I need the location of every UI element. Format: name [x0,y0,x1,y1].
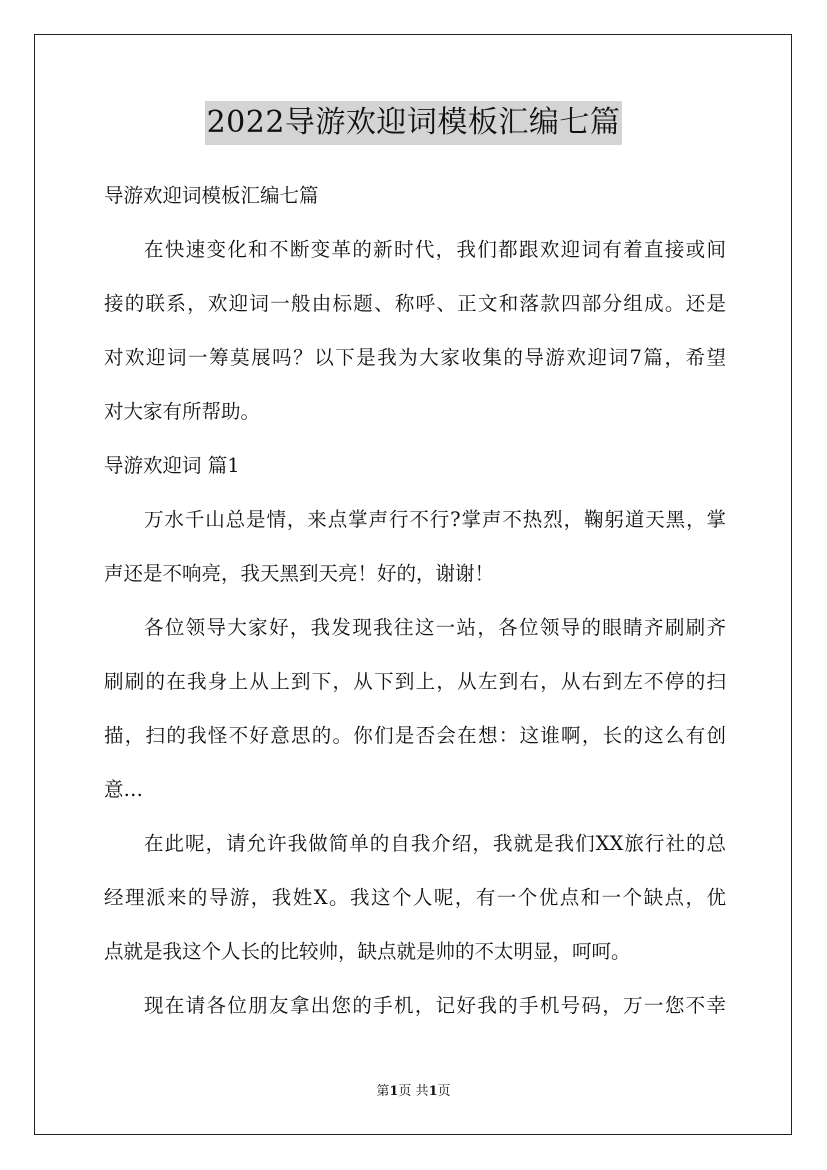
para4-line-1: 现在请各位朋友拿出您的手机，记好我的手机号码，万一您不幸 [144,994,726,1017]
footer-current-page: 1 [389,1084,399,1099]
footer-total-pages: 1 [428,1084,438,1099]
para2-line-4: 意… [104,778,144,801]
para2-line-3: 描，扫的我怪不好意思的。你们是否会在想：这谁啊，长的这么有创 [104,724,726,747]
para3-line-2: 经理派来的导游，我姓X。我这个人呢，有一个优点和一个缺点，优 [104,886,726,909]
para2-line-1: 各位领导大家好，我发现我往这一站，各位领导的眼睛齐刷刷齐 [144,616,726,639]
footer-suffix: 页 [437,1084,451,1099]
para3-line-1: 在此呢，请允许我做简单的自我介绍，我就是我们XX旅行社的总 [144,832,726,855]
para1-line-2: 声还是不响亮，我天黑到天亮！好的，谢谢！ [104,562,495,585]
footer-mid: 页 共 [398,1084,429,1099]
intro-line-3: 对欢迎词一筹莫展吗？以下是我为大家收集的导游欢迎词7篇，希望 [104,346,726,369]
intro-line-1: 在快速变化和不断变革的新时代，我们都跟欢迎词有着直接或间 [144,238,726,261]
document-title: 2022导游欢迎词模板汇编七篇 [205,101,623,145]
para1-line-1: 万水千山总是情，来点掌声行不行?掌声不热烈，鞠躬道天黑，掌 [144,508,726,531]
document-body [104,169,726,1033]
document-title-wrap [0,101,827,149]
section-heading-1: 导游欢迎词 篇1 [104,454,240,477]
subtitle-line: 导游欢迎词模板汇编七篇 [104,184,319,207]
footer-prefix: 第 [376,1084,390,1099]
para2-line-2: 刷刷的在我身上从上到下，从下到上，从左到右，从右到左不停的扫 [104,670,726,693]
page-footer [0,1083,827,1101]
intro-line-4: 对大家有所帮助。 [104,400,261,423]
para3-line-3: 点就是我这个人长的比较帅，缺点就是帅的不太明显，呵呵。 [104,940,631,963]
intro-line-2: 接的联系，欢迎词一般由标题、称呼、正文和落款四部分组成。还是 [104,292,726,315]
